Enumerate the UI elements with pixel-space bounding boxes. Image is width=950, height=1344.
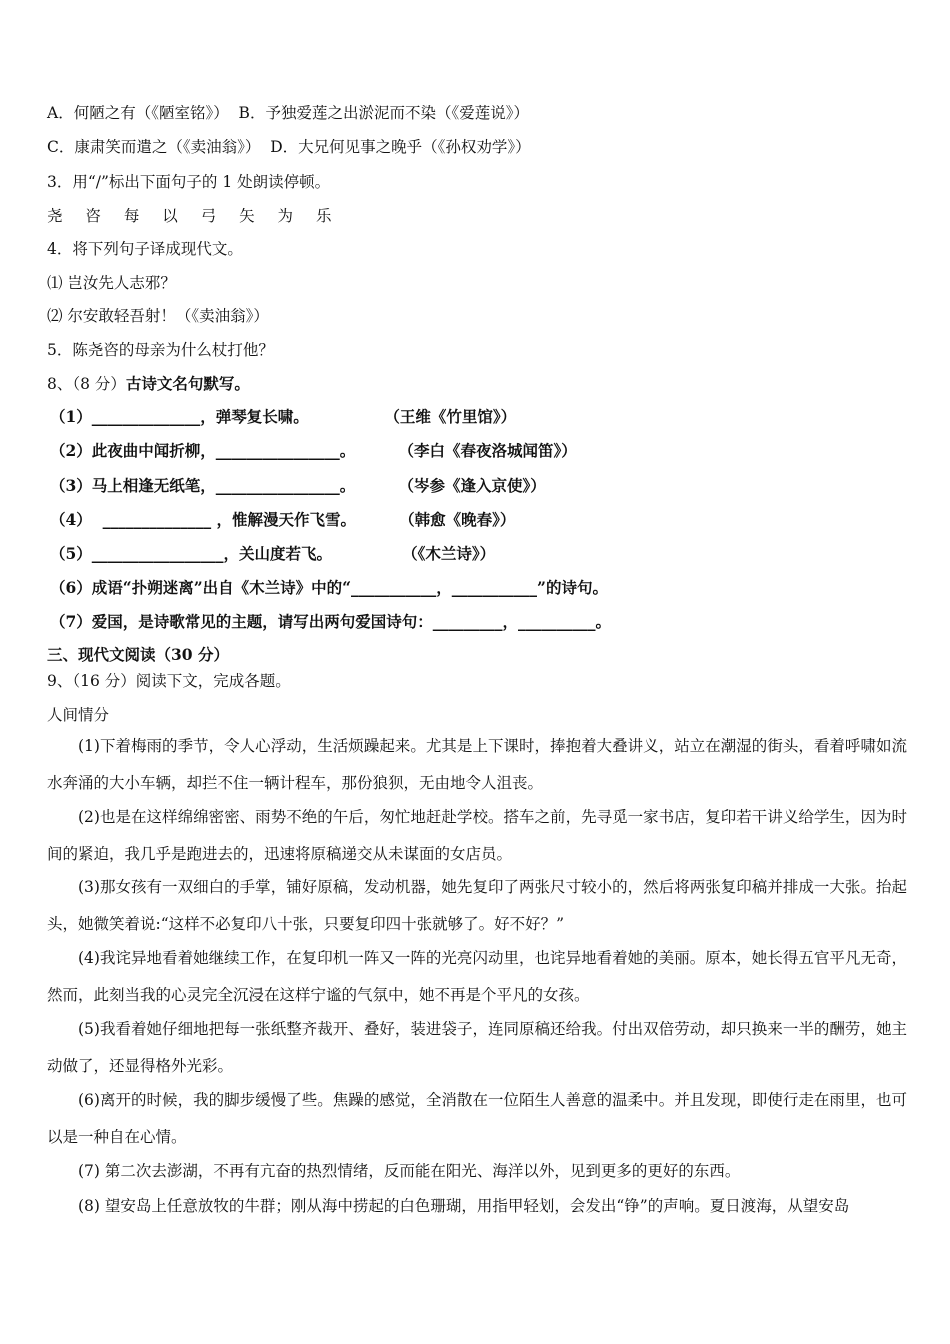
question-4-item-2: ⑵ 尔安敢轻吾射！（《卖油翁》） <box>47 307 269 325</box>
choice-line-cd: C．康肃笑而遣之（《卖油翁》） D．大兄何见事之晚乎（《孙权劝学》） <box>47 138 531 156</box>
recitation-line-7: （7）爱国，是诗歌常见的主题，请写出两句爱国诗句：_________，__________。 <box>50 612 612 631</box>
recitation-line-5: （5）_________________，关山度若飞。 （《木兰诗》） <box>50 544 496 563</box>
article-paragraph-3: (3)那女孩有一双细白的手掌，铺好原稿，发动机器，她先复印了两张尺寸较小的，然后将两张复印稿并排成一大张。抬起头，她微笑着说:“这样不必复印八十张，只要复印四十张就够了。好不好？” <box>47 878 907 933</box>
article-paragraph-1: (1)下着梅雨的季节，令人心浮动，生活烦躁起来。尤其是上下课时，捧抱着大叠讲义，站立在潮湿的街头，看着呼啸如流水奔涌的大小车辆，却拦不住一辆计程车，那份狼狈，无由地令人沮丧。 <box>47 737 907 792</box>
question-8-header <box>47 374 250 394</box>
question-3-prompt: 3．用“/”标出下面句子的 1 处朗读停顿。 <box>47 173 331 191</box>
article-paragraph-6: (6)离开的时候，我的脚步缓慢了些。焦躁的感觉，全消散在一位陌生人善意的温柔中。并且发现，即使行走在雨里，也可以是一种自在心情。 <box>47 1091 907 1146</box>
question-8-title: 古诗文名句默写。 <box>125 374 250 393</box>
article-paragraph-5: (5)我看着她仔细地把每一张纸整齐裁开、叠好，装进袋子，连同原稿还给我。付出双倍劳动，却只换来一半的酬劳，她主动做了，还显得格外光彩。 <box>47 1020 907 1075</box>
article-paragraph-7: (7) 第二次去澎湖，不再有亢奋的热烈情绪，反而能在阳光、海洋以外，见到更多的更好的东西。 <box>78 1162 741 1180</box>
question-9-prompt: 9、（16 分）阅读下文，完成各题。 <box>47 672 291 690</box>
recitation-line-3: （3）马上相逢无纸笔，________________。 （岑参《逢入京使》） <box>50 476 546 495</box>
recitation-line-2: （2）此夜曲中闻折柳，________________。 （李白《春夜洛城闻笛》） <box>50 441 577 460</box>
article-paragraph-8: (8) 望安岛上任意放牧的牛群；刚从海中捞起的白色珊瑚，用指甲轻划，会发出“铮”的声响。夏日渡海，从望安岛 <box>78 1197 850 1215</box>
article-paragraph-4: (4)我诧异地看着她继续工作，在复印机一阵又一阵的光亮闪动里，也诧异地看着她的美丽。原本，她长得五官平凡无奇，然而，此刻当我的心灵完全沉浸在这样宁谧的气氛中，她不再是个平凡的女孩。 <box>47 949 907 1004</box>
question-4-prompt: 4．将下列句子译成现代文。 <box>47 240 243 258</box>
article-title: 人间情分 <box>47 706 110 724</box>
recitation-line-4: （4） ______________ ，惟解漫天作飞雪。 （韩愈《晚春》） <box>50 510 516 529</box>
article-paragraph-2: (2)也是在这样绵绵密密、雨势不绝的午后，匆忙地赶赴学校。搭车之前，先寻觅一家书店，复印若干讲义给学生，因为时间的紧迫，我几乎是跑进去的，迅速将原稿递交从未谋面的女店员。 <box>47 808 907 863</box>
question-5-prompt: 5．陈尧咨的母亲为什么杖打他？ <box>47 341 274 359</box>
question-4-item-1: ⑴ 岂汝先人志邪？ <box>47 274 176 292</box>
question-8-number: 8、（8 分） <box>47 375 126 393</box>
choice-line-ab: A．何陋之有（《陋室铭》） B．予独爱莲之出淤泥而不染（《爱莲说》） <box>47 104 529 122</box>
recitation-line-1: （1）______________，弹琴复长啸。 （王维《竹里馆》） <box>50 407 517 426</box>
section-3-title: 三、现代文阅读（30 分） <box>47 645 229 664</box>
recitation-line-6: （6）成语“扑朔迷离”出自《木兰诗》中的“___________，___________”的诗句。 <box>50 578 608 597</box>
question-3-sentence: 尧 咨 每 以 弓 矢 为 乐 <box>47 207 341 225</box>
